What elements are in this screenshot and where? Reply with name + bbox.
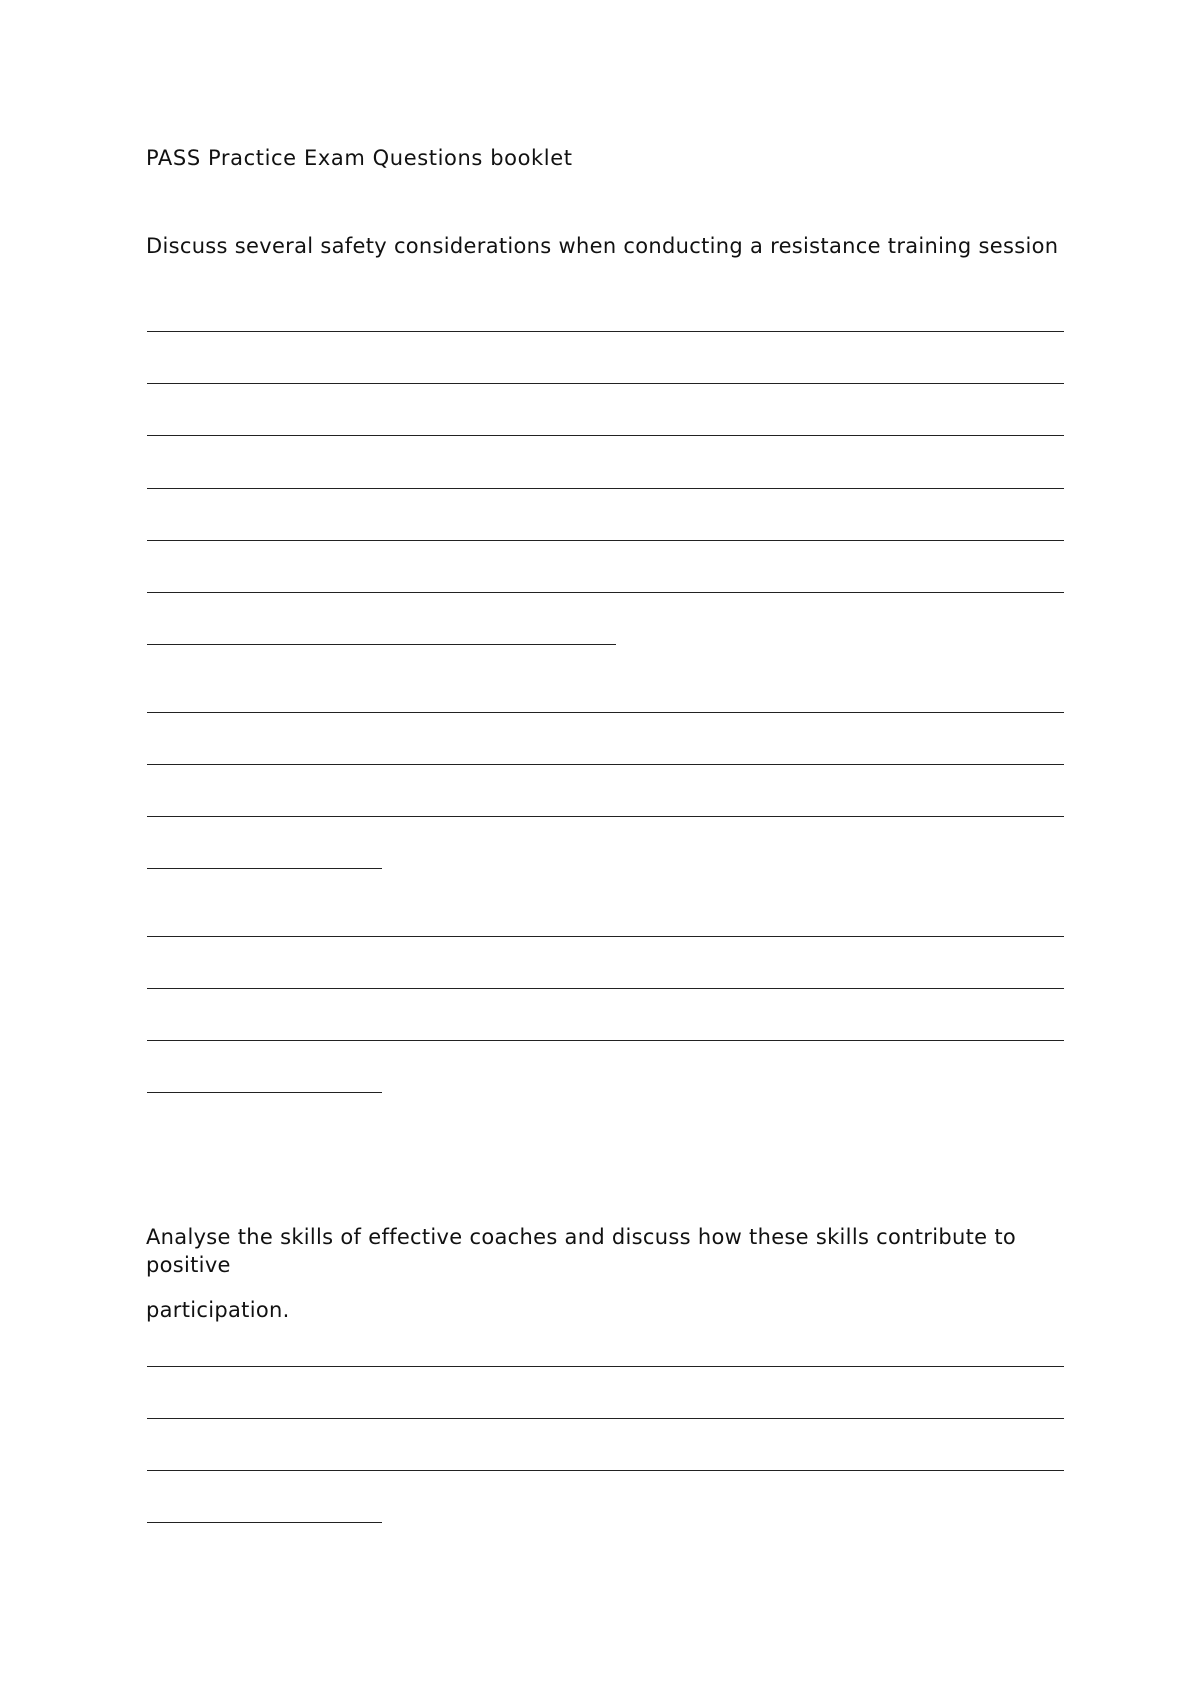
answer-line[interactable]	[147, 1522, 382, 1523]
answer-line[interactable]	[147, 936, 1064, 937]
question-2-continuation: participation.	[146, 1298, 290, 1322]
answer-line[interactable]	[147, 1418, 1064, 1419]
answer-line[interactable]	[147, 712, 1064, 713]
answer-line[interactable]	[147, 1366, 1064, 1367]
answer-line[interactable]	[147, 1470, 1064, 1471]
answer-line[interactable]	[147, 331, 1064, 332]
answer-line[interactable]	[147, 488, 1064, 489]
question-1-text: Discuss several safety considerations when conducting a resistance training session	[146, 234, 1059, 258]
answer-line[interactable]	[147, 1092, 382, 1093]
answer-line[interactable]	[147, 1040, 1064, 1041]
answer-line[interactable]	[147, 435, 1064, 436]
answer-line[interactable]	[147, 868, 382, 869]
answer-line[interactable]	[147, 383, 1064, 384]
answer-line[interactable]	[147, 816, 1064, 817]
page-title: PASS Practice Exam Questions booklet	[146, 146, 573, 170]
answer-line[interactable]	[147, 644, 616, 645]
answer-line[interactable]	[147, 540, 1064, 541]
answer-line[interactable]	[147, 592, 1064, 593]
answer-line[interactable]	[147, 988, 1064, 989]
question-2-text: Analyse the skills of effective coaches and discuss how these skills contribute to positive	[146, 1225, 1017, 1277]
answer-line[interactable]	[147, 764, 1064, 765]
